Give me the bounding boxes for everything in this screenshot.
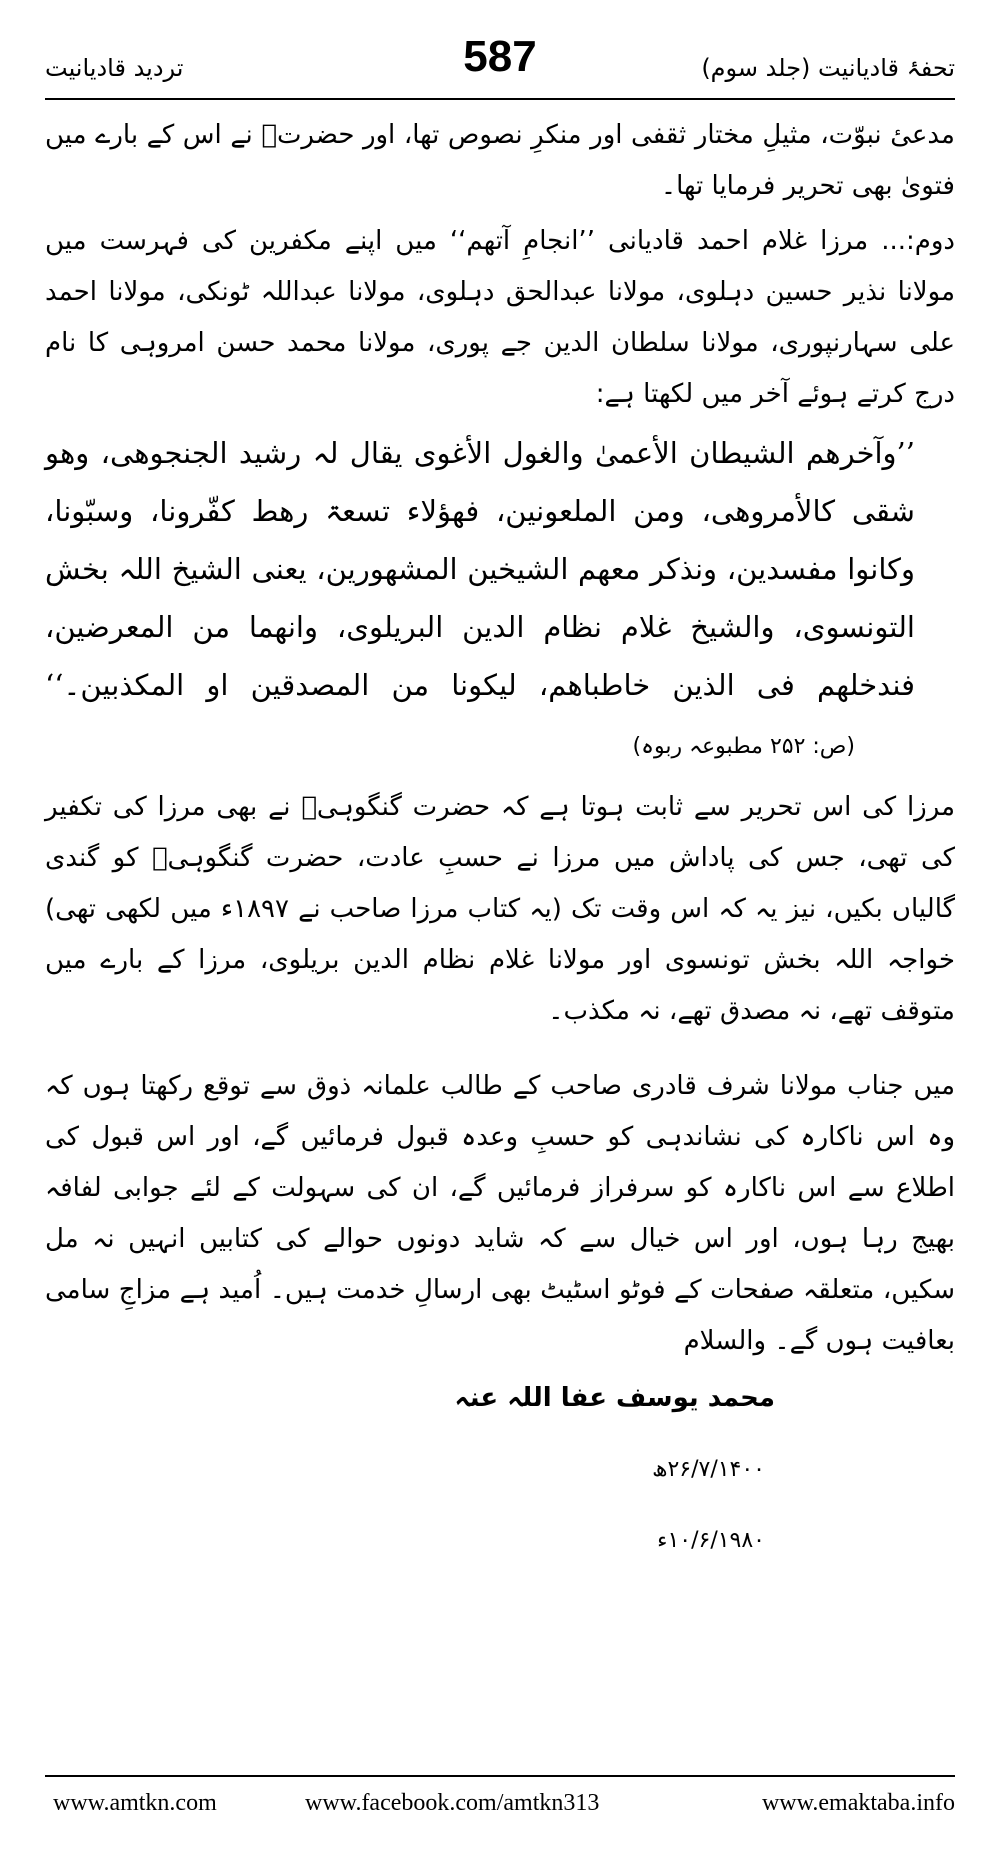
footer-link-facebook[interactable]: www.facebook.com/amtkn313 [305,1790,600,1816]
page-body [45,110,955,1760]
header-divider [45,98,955,100]
page-footer [45,1790,955,1830]
footer-link-amtkn[interactable]: www.amtkn.com [53,1790,217,1816]
book-title: تحفۂ قادیانیت (جلد سوم) [701,54,955,82]
paragraph-2: دوم:... مرزا غلام احمد قادیانی ’’انجامِ آتھم‘‘ میں اپنے مکفرین کی فہرست میں مولانا نذیر حسین دہلوی، مولانا عبدالحق دہلوی، مولانا عبداللہ ٹونکی، مولانا احمد علی سہارنپوری، مولانا سلطان الدین جے پوری، مولانا محمد حسن امروہی کا نام درج کرتے ہوئے آخر میں لکھتا ہے: [45,226,955,409]
paragraph-4: میں جناب مولانا شرف قادری صاحب کے طالب علمانہ ذوق سے توقع رکھتا ہوں کہ وہ اس ناکارہ کی نشاندہی کو حسبِ وعدہ قبول فرمائیں گے، اور اس قبول کی اطلاع سے اس ناکارہ کو سرفراز فرمائیں گے، ان کی سہولت کے لئے جوابی لفافہ بھیج رہا ہوں، اور اس خیال سے کہ شاید دونوں حوالے کی کتابیں انہیں نہ مل سکیں، متعلقہ صفحات کے فوٹو اسٹیٹ بھی ارسالِ خدمت ہیں۔ اُمید ہے مزاجِ سامی بعافیت ہوں گے۔ والسلام [45,1071,955,1356]
paragraph-1: مدعیٔ نبوّت، مثیلِ مختار ثقفی اور منکرِ نصوص تھا، اور حضرتؒ نے اس کے بارے میں فتویٰ بھی تحریر فرمایا تھا۔ [45,120,955,201]
quote-reference: (ص: ۲۵۲ مطبوعہ ربوہ) [632,734,855,759]
page-header [45,30,955,100]
section-title: تردید قادیانیت [45,54,184,82]
footer-link-emaktaba[interactable]: www.emaktaba.info [761,1790,955,1816]
page-number: 587 [463,32,537,81]
arabic-quote [45,424,915,776]
date-hijri: ۲۶/۷/۱۴۰۰ھ [652,1457,765,1482]
footer-divider [45,1775,955,1777]
quote-text: ’’وآخرھم الشیطان الأعمیٰ والغول الأغوی یقال لہ رشید الجنجوھی، وھو شقی کالأمروھی، ومن الملعونین، فھؤلاء تسعۃ رھط کفّرونا، وسبّونا، وکانوا مفسدین، ونذکر معھم الشیخین المشھورین، یعنی الشیخ اللہ بخش التونسوی، والشیخ غلام نظام الدین البریلوی، وانھما من المعرضین، فندخلھم فی الذین خاطباھم، لیکونا من المصدقین او المکذبین۔‘‘ [45,436,915,702]
date-gregorian: ۱۰/۶/۱۹۸۰ء [657,1528,765,1553]
paragraph-3: مرزا کی اس تحریر سے ثابت ہوتا ہے کہ حضرت گنگوہیؒ نے بھی مرزا کی تکفیر کی تھی، جس کی پاداش میں مرزا نے حسبِ عادت، حضرت گنگوہیؒ کو گندی گالیاں بکیں، نیز یہ کہ اس وقت تک (یہ کتاب مرزا صاحب نے ۱۸۹۷ء میں لکھی تھی) خواجہ اللہ بخش تونسوی اور مولانا غلام نظام الدین بریلوی، مرزا کے بارے میں متوقف تھے، نہ مصدق تھے، نہ مکذب۔ [45,792,955,1026]
signature: محمد یوسف عفا اللہ عنہ [454,1383,775,1413]
